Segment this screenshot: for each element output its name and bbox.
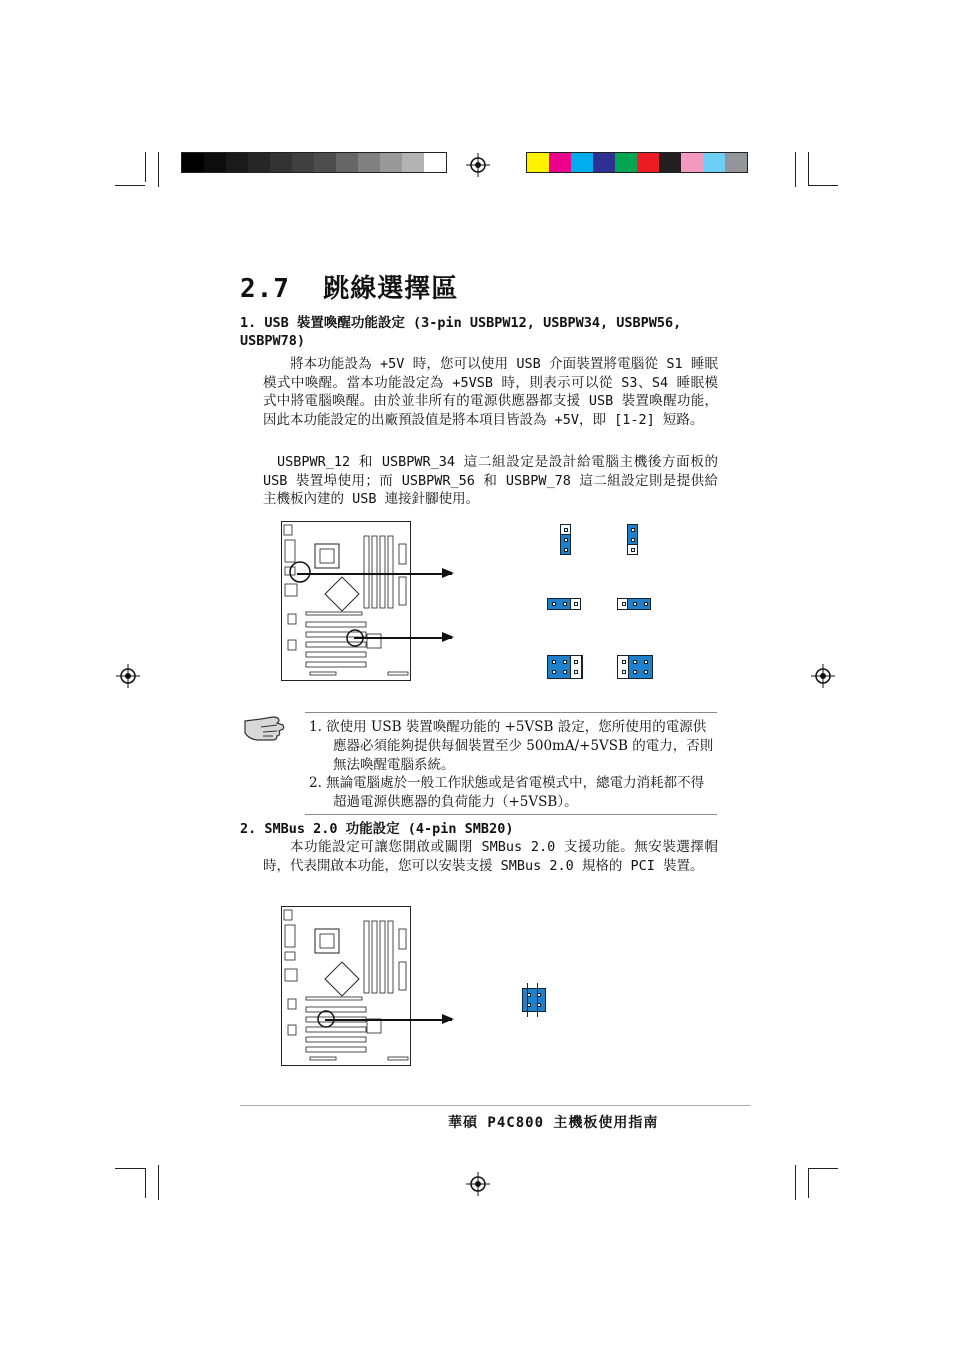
color-swatch: [527, 153, 549, 172]
crop-mark: [808, 1168, 838, 1169]
jumper-smb20-icon: [522, 988, 546, 1012]
smbus-paragraph: 本功能設定可讓您開啟或關閉 SMBus 2.0 支援功能。無安裝選擇帽時，代表開啟本功能，您可以安裝支援 SMBus 2.0 規格的 PCI 裝置。: [263, 839, 718, 874]
crop-mark: [158, 152, 159, 187]
crop-mark: [145, 152, 146, 182]
jumper-pin-leg: [527, 983, 528, 1017]
motherboard-outline: [282, 522, 409, 679]
color-swatch: [571, 153, 593, 172]
color-swatch: [424, 153, 446, 172]
color-swatch: [292, 153, 314, 172]
crop-mark: [115, 185, 145, 186]
pointer-arrow: [354, 637, 452, 639]
crop-mark: [808, 185, 838, 186]
section-title-text: 跳線選擇區: [323, 274, 459, 304]
color-swatch: [358, 153, 380, 172]
crop-mark: [808, 1168, 809, 1198]
crop-mark: [158, 1165, 159, 1200]
section-number: 2.7: [240, 274, 290, 304]
color-swatch: [270, 153, 292, 172]
color-swatch: [336, 153, 358, 172]
color-swatch: [182, 153, 204, 172]
gray-calibration-bar: [181, 152, 447, 173]
color-swatch: [380, 153, 402, 172]
crop-mark: [145, 1168, 146, 1198]
color-swatch: [204, 153, 226, 172]
pointer-arrow: [297, 573, 452, 575]
jumper-block-icon: [617, 655, 653, 679]
jumper-usbpw56-icon: [547, 598, 581, 610]
color-swatch: [659, 153, 681, 172]
color-swatch: [593, 153, 615, 172]
footer-rule: [240, 1105, 750, 1106]
registration-mark-icon: [811, 664, 835, 688]
color-swatch: [314, 153, 336, 172]
note-item-2: 2. 無論電腦處於一般工作狀態或是省電模式中，總電力消耗都不得超過電源供應器的負荷能力（+5VSB）。: [309, 775, 705, 810]
crop-mark: [808, 152, 809, 185]
usb-paragraph-1: 將本功能設為 +5V 時，您可以使用 USB 介面裝置將電腦從 S1 睡眠模式中喚醒。當本功能設定為 +5VSB 時，則表示可以從 S3、S4 睡眠模式中將電腦喚醒。由於並非所有的電源供應器都支援 USB 裝置喚醒功能，因此本功能設定的出廠預設值是將本項目皆設為 +5V，即 [1-2] 短路。: [263, 356, 718, 428]
usb-heading: [240, 314, 720, 350]
color-swatch: [615, 153, 637, 172]
jumper-usbpw12-icon: [560, 524, 571, 555]
registration-mark-icon: [466, 153, 490, 177]
color-swatch: [681, 153, 703, 172]
jumper-usbpw34-icon: [627, 524, 638, 555]
motherboard-layout-diagram: [281, 521, 411, 681]
pointer-arrow: [325, 1019, 452, 1021]
color-swatch: [549, 153, 571, 172]
jumper-pin-leg: [537, 983, 538, 1017]
note-top-rule: [305, 712, 717, 713]
note-item-1: 1. 欲使用 USB 裝置喚醒功能的 +5VSB 設定，您所使用的電源供應器必須能夠提供每個裝置至少 500mA/+5VSB 的電力，否則無法喚醒電腦系統。: [309, 719, 714, 773]
note-bottom-rule: [305, 814, 717, 815]
color-swatch: [226, 153, 248, 172]
color-swatch: [637, 153, 659, 172]
usb-heading-line1: 1. USB 裝置喚醒功能設定 (3-pin USBPW12, USBPW34, USBPW56,: [240, 315, 682, 331]
crop-mark: [795, 1165, 796, 1200]
motherboard-outline: [282, 907, 409, 1064]
usb-heading-line2: USBPW78): [240, 333, 306, 349]
color-swatch: [725, 153, 747, 172]
page-footer: 華碩 P4C800 主機板使用指南: [448, 1115, 659, 1131]
color-swatch: [402, 153, 424, 172]
color-swatch: [248, 153, 270, 172]
jumper-usbpw78-icon: [617, 598, 651, 610]
motherboard-layout-diagram: [281, 906, 411, 1066]
section-title: [240, 268, 458, 305]
crop-mark: [115, 1168, 145, 1169]
registration-mark-icon: [116, 664, 140, 688]
color-calibration-bar: [526, 152, 748, 173]
jumper-block-icon: [547, 655, 583, 679]
crop-mark: [795, 152, 796, 187]
usb-paragraph-2: USBPWR_12 和 USBPWR_34 這二組設定是設計給電腦主機後方面板的 USB 裝置埠使用；而 USBPWR_56 和 USBPW_78 這二組設定則是提供給主機板內建的 USB 連接針腳使用。: [263, 454, 718, 507]
registration-mark-icon: [466, 1172, 490, 1196]
hand-pointing-icon: [243, 713, 287, 743]
smbus-heading: 2. SMBus 2.0 功能設定 (4-pin SMB20): [240, 821, 514, 837]
color-swatch: [703, 153, 725, 172]
